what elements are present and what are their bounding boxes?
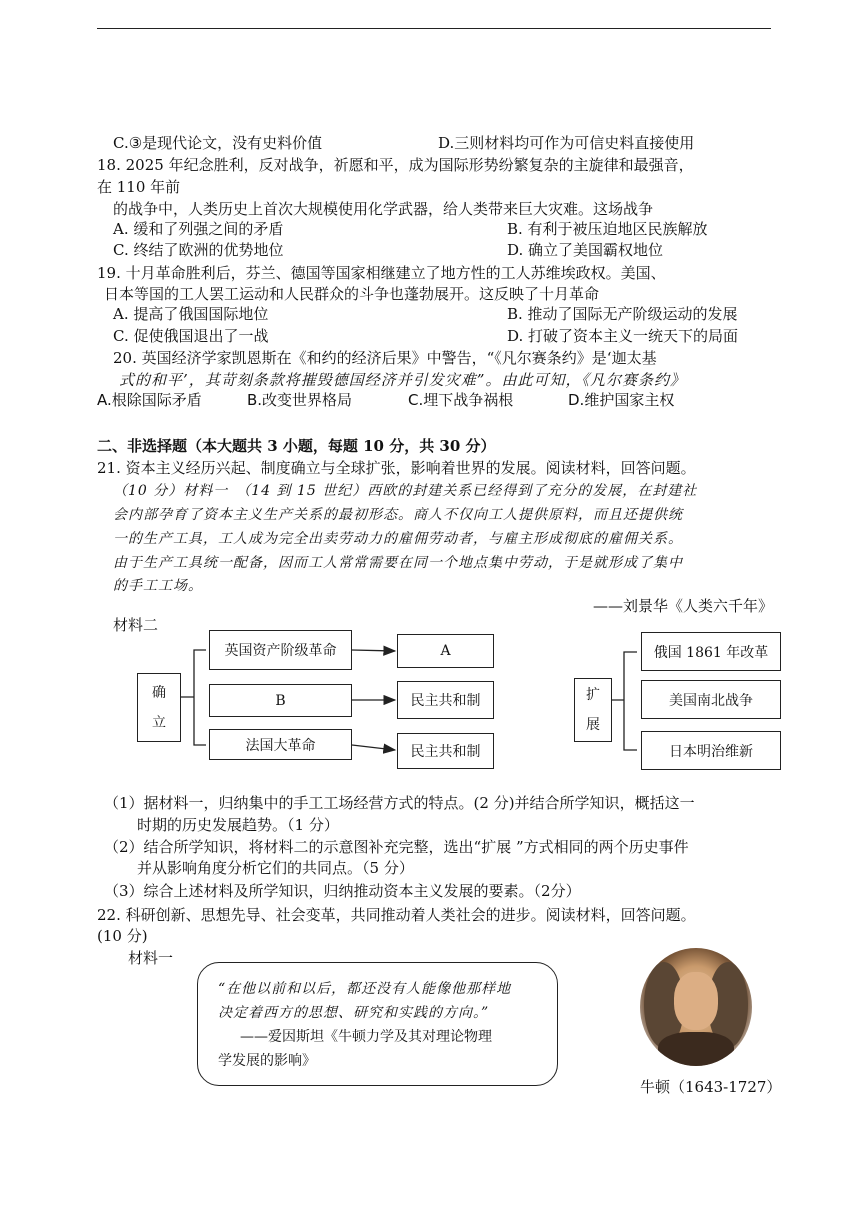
- diagram-group-establish-char-2: 立: [152, 714, 166, 731]
- q21-stem: 21. 资本主义经历兴起、制度确立与全球扩张，影响着世界的发展。阅读材料，回答问题。: [97, 459, 696, 477]
- newton-portrait: [640, 948, 752, 1066]
- q17-option-c: C.③是现代论文，没有史料价值: [113, 134, 323, 152]
- diagram-group-establish-char-1: 确: [152, 684, 166, 701]
- q22-quote-line2: 决定着西方的思想、研究和实践的方向。”: [218, 1005, 490, 1021]
- q22-quote-box: [197, 962, 558, 1086]
- q19-option-a: A. 提高了俄国国际地位: [113, 305, 269, 323]
- q21-material1-line5: 的手工工场。: [113, 578, 203, 594]
- q22-quote-line1: “在他以前和以后，都还没有人能像他那样地: [218, 981, 512, 997]
- q21-material1-line1: （10 分）材料一 （14 到 15 世纪）西欧的封建关系已经得到了充分的发展，在封建社: [113, 483, 698, 499]
- q18-stem-2: 在 110 年前: [97, 178, 181, 196]
- q18-option-c: C. 终结了欧洲的优势地位: [113, 241, 284, 259]
- q17-option-d: D.三则材料均可作为可信史料直接使用: [438, 134, 695, 152]
- q22-stem-1: 22. 科研创新、思想先导、社会变革，共同推动着人类社会的进步。阅读材料，回答问题。: [97, 906, 696, 924]
- q19-option-d: D. 打破了资本主义一统天下的局面: [507, 327, 739, 345]
- diagram-group-expand-char-2: 展: [586, 717, 600, 733]
- diagram-group-expand-char-1: 扩: [586, 687, 600, 703]
- q19-option-c: C. 促使俄国退出了一战: [113, 327, 269, 345]
- diagram-right-item-3: 日本明治维新: [641, 731, 781, 770]
- q19-stem-2: 日本等国的工人罢工运动和人民群众的斗争也蓬勃展开。这反映了十月革命: [104, 285, 600, 303]
- diagram-result-2: 民主共和制: [397, 681, 494, 719]
- q18-option-b: B. 有利于被压迫地区民族解放: [507, 220, 708, 238]
- diagram-result-1: A: [397, 634, 494, 668]
- q21-sub2-line2: 并从影响角度分析它们的共同点。（5 分）: [137, 859, 414, 877]
- q18-option-a: A. 缓和了列强之间的矛盾: [113, 220, 284, 238]
- section2-heading: 二、非选择题（本大题共 3 小题，每题 10 分，共 30 分）: [97, 437, 496, 455]
- q20-option-a: A.根除国际矛盾: [97, 391, 202, 409]
- diagram-result-3: 民主共和制: [397, 733, 494, 769]
- q22-material1-label: 材料一: [128, 949, 174, 967]
- q20-stem-1: 20. 英国经济学家凯恩斯在《和约的经济后果》中警告，“《凡尔赛条约》是‘迦太基: [113, 349, 657, 367]
- diagram-left-item-2: B: [209, 684, 352, 717]
- q21-material1-line4: 由于生产工具统一配备，因而工人常常需要在同一个地点集中劳动，于是就形成了集中: [113, 555, 683, 571]
- q20-option-c: C.埋下战争祸根: [408, 391, 514, 409]
- diagram-right-item-1: 俄国 1861 年改革: [641, 632, 781, 671]
- q21-material1-line2: 会内部孕育了资本主义生产关系的最初形态。商人不仅向工人提供原料，而且还提供统: [113, 507, 683, 523]
- q18-stem-3: 的战争中，人类历史上首次大规模使用化学武器，给人类带来巨大灾难。这场战争: [113, 200, 654, 218]
- q18-option-d: D. 确立了美国霸权地位: [507, 241, 664, 259]
- q21-sub2-line1: （2）结合所学知识，将材料二的示意图补充完整，选出“扩展 ”方式相同的两个历史事件: [104, 838, 689, 856]
- q21-sub1-line2: 时期的历史发展趋势。（1 分）: [137, 816, 339, 834]
- q21-sub3: （3）综合上述材料及所学知识，归纳推动资本主义发展的要素。（2分）: [104, 882, 581, 900]
- diagram-left-item-1: 英国资产阶级革命: [209, 630, 352, 670]
- q22-stem-2: (10 分): [97, 927, 148, 945]
- q19-option-b: B. 推动了国际无产阶级运动的发展: [507, 305, 738, 323]
- q20-option-b: B.改变世界格局: [247, 391, 353, 409]
- q20-stem-2: 式的和平’，其苛刻条款将摧毁德国经济并引发灾难”。由此可知，《凡尔赛条约》: [119, 371, 686, 389]
- diagram-group-establish: [137, 673, 181, 742]
- diagram-group-expand: [574, 678, 612, 742]
- q20-option-d: D.维护国家主权: [568, 391, 675, 409]
- q18-stem-1: 18. 2025 年纪念胜利，反对战争，祈愿和平，成为国际形势纷繁复杂的主旋律和最强音，: [97, 156, 694, 174]
- q21-sub1-line1: （1）据材料一，归纳集中的手工工场经营方式的特点。(2 分)并结合所学知识，概括这一: [104, 794, 695, 812]
- q22-quote-source-2: 学发展的影响》: [218, 1053, 316, 1069]
- q19-stem-1: 19. 十月革命胜利后，芬兰、德国等国家相继建立了地方性的工人苏维埃政权。美国、: [97, 264, 666, 282]
- diagram-left-item-3: 法国大革命: [209, 729, 352, 760]
- diagram-right-item-2: 美国南北战争: [641, 680, 781, 719]
- q21-material2-label: 材料二: [113, 616, 159, 634]
- q21-material1-line3: 一的生产工具，工人成为完全出卖劳动力的雇佣劳动者，与雇主形成彻底的雇佣关系。: [113, 531, 683, 547]
- q22-quote-source-1: ——爱因斯坦《牛顿力学及其对理论物理: [240, 1029, 492, 1045]
- newton-caption: 牛顿（1643-1727）: [640, 1078, 782, 1096]
- q21-material1-source: ——刘景华《人类六千年》: [593, 597, 774, 615]
